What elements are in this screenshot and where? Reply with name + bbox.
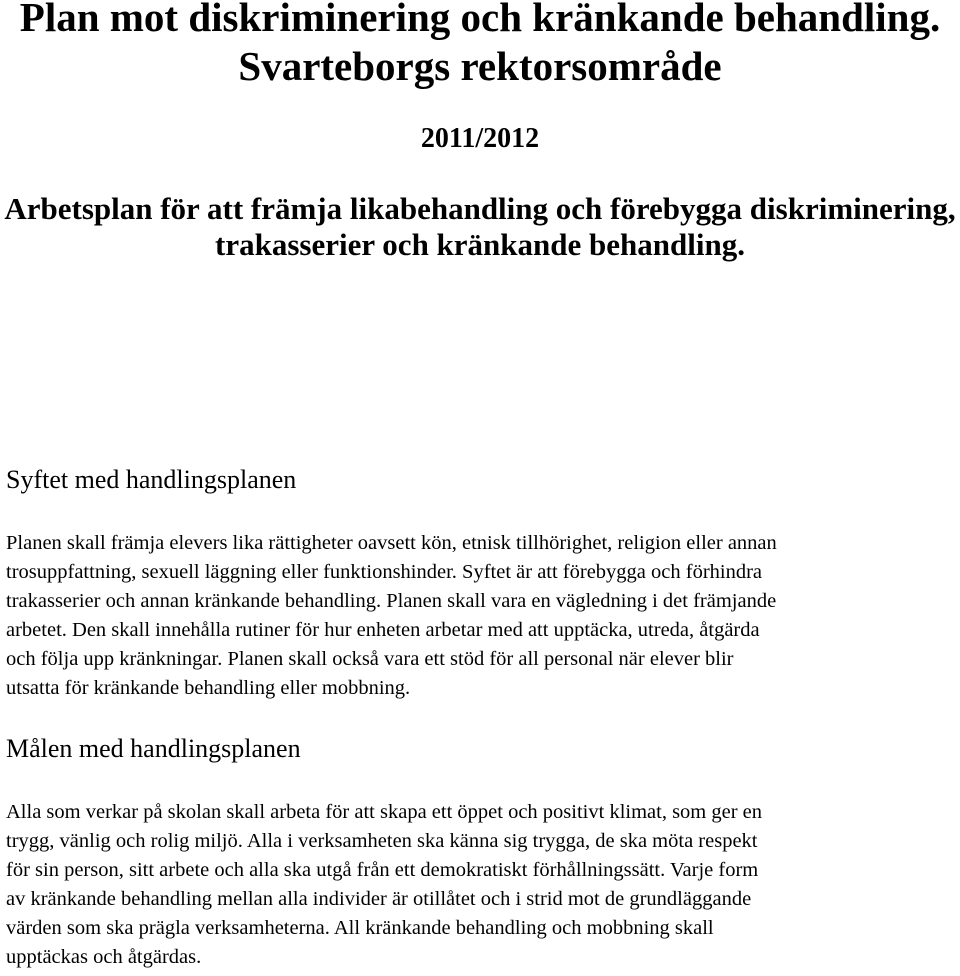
- paragraph-line: Planen skall främja elevers lika rättigheter oavsett kön, etnisk tillhörighet, religion eller annan: [6, 532, 777, 554]
- plan-subtitle-line: Arbetsplan för att främja likabehandling och förebygga diskriminering,: [4, 191, 956, 226]
- paragraph-line: och följa upp kränkningar. Planen skall också vara ett stöd för all personal när elever blir: [6, 648, 734, 670]
- paragraph-line: värden som ska prägla verksamheterna. All kränkande behandling och mobbning skall: [6, 917, 714, 939]
- paragraph-line: för sin person, sitt arbete och alla ska utgå från ett demokratiskt förhållningssätt. Varje form: [6, 859, 759, 881]
- paragraph-line: upptäckas och åtgärdas.: [6, 946, 202, 968]
- paragraph-line: trygg, vänlig och rolig miljö. Alla i verksamheten ska känna sig trygga, de ska möta respekt: [6, 830, 758, 852]
- paragraph-line: trakasserier och annan kränkande behandling. Planen skall vara en vägledning i det främjande: [6, 590, 777, 612]
- document-subtitle-area: Svarteborgs rektorsområde: [238, 43, 722, 89]
- plan-subtitle-line: trakasserier och kränkande behandling.: [215, 227, 745, 262]
- paragraph-line: arbetet. Den skall innehålla rutiner för hur enheten arbetar med att upptäcka, utreda, åtgärda: [6, 619, 760, 641]
- section-heading-purpose: Syftet med handlingsplanen: [6, 465, 297, 494]
- document-title: Plan mot diskriminering och kränkande behandling.: [19, 0, 941, 40]
- paragraph-line: Alla som verkar på skolan skall arbeta för att skapa ett öppet och positivt klimat, som ger en: [6, 801, 763, 823]
- school-year: 2011/2012: [420, 123, 540, 154]
- paragraph-line: av kränkande behandling mellan alla individer är otillåtet och i strid mot de grundläggande: [6, 888, 752, 910]
- paragraph-line: utsatta för kränkande behandling eller mobbning.: [6, 677, 411, 699]
- paragraph-line: trosuppfattning, sexuell läggning eller funktionshinder. Syftet är att förebygga och förhindra: [6, 561, 763, 583]
- section-heading-goals: Målen med handlingsplanen: [6, 734, 301, 763]
